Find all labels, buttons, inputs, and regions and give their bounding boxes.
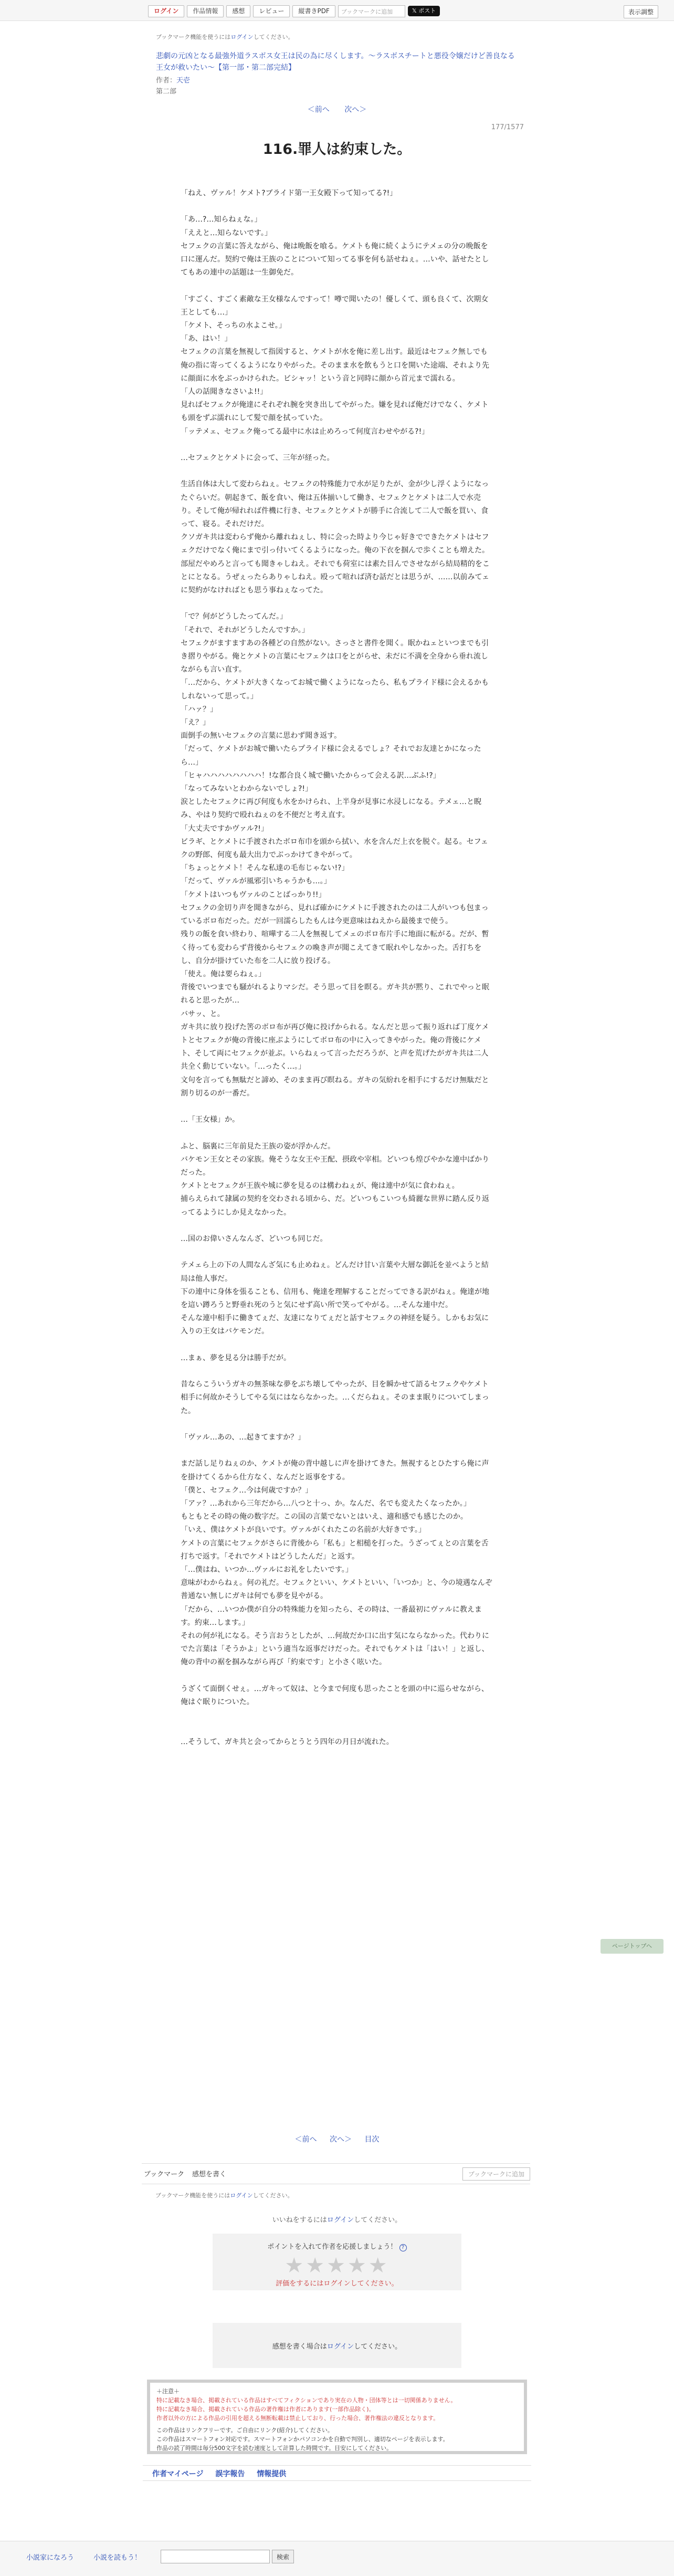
novel-line bbox=[181, 279, 494, 293]
like-login-note: いいねをするにはログインしてください。 bbox=[272, 2216, 402, 2224]
novel-line: 「ケメト、そっちの水よこせ。」 bbox=[181, 321, 286, 330]
novel-line: 「あ、はい！」 bbox=[181, 335, 232, 343]
novel-line: バサッ、と。 bbox=[181, 1009, 225, 1018]
login-link[interactable]: ログイン bbox=[230, 34, 254, 40]
novel-line: 生活自体は大して変わらねぇ。セフェクの特殊能力で水が足りたが、金が少し浮くようになったぐらいだ。朝起きて、飯を食い、俺は五体揃いして働き、セフェクとケメトは二人で水売り。そして俺が帰れれば件機に行き、セフェクとケメトが勝手に合流して二人で飯を買い、食って、寝る。それだけだ。 bbox=[181, 480, 489, 529]
novel-line: 「…僕はね、いつか…ヴァルにお礼をしたいです。」 bbox=[181, 1565, 353, 1574]
novel-line: 捕らえられて隷属の契約を交わされる頃から、だ。どいつもこいつも綺麗な世界に踏ん反り返ってるようにしか見えなかった。 bbox=[181, 1195, 489, 1217]
novel-line: ガキ共に放り投げた筈のボロ布が再び俺に投げかられる。なんだと思って振り返れば丁度ケメトとセフェクが俺の背後に座ぶようにしてボロ布の中に入ってきやがった。俺の背後にケメト、そして両にセフェクが並ぶ。いらねぇって言っただろうが、と声を荒げたがガキ共は二人共全く動じていない。「…ったく…。」 bbox=[181, 1023, 489, 1071]
page-top-button[interactable]: ページトップへ bbox=[601, 1939, 664, 1954]
novel-line: ふと、脳裏に三年前見た王族の姿が浮かんだ。 bbox=[181, 1142, 335, 1151]
novel-line bbox=[181, 1339, 494, 1352]
novel-line: 「ねえ、ヴァル！ケメト?ブライド第一王女殿下って知ってる?!」 bbox=[181, 189, 397, 197]
footer-search-input[interactable] bbox=[161, 2550, 270, 2563]
novel-line: 「ちょっとケメト！そんな私達の毛布じゃない!?」 bbox=[181, 864, 349, 873]
author-line: 作者：天壱 bbox=[156, 77, 191, 85]
bottom-toolbar bbox=[142, 2163, 530, 2184]
notice-line: この作品はリンクフリーです。ご自由にリンク(紹介)してください。 bbox=[156, 2427, 333, 2434]
rating-login-note: 評価をするにはログインしてください。 bbox=[276, 2280, 398, 2288]
novel-line: 「だって、ケメトがお城で働いたらプライド様に会えるでしょ？それでお友達とかになったら…」 bbox=[181, 745, 481, 767]
novel-line bbox=[181, 1246, 494, 1259]
novel-line: …国のお偉いさんなんざ、どいつも同じだ。 bbox=[181, 1234, 328, 1243]
novel-line: 残りの飯を食い終わり、喧嘩する二人を無視してメェのボロ布片手に地面に転がる。だが、暫く待っても変わらず背後からセフェクの喚き声が聞こえてきて眠れやしなかった。舌打ちをし、自分が掛けていた布を二人に放り投げる。 bbox=[181, 930, 489, 965]
novel-line: …「王女様」か。 bbox=[181, 1115, 239, 1124]
episode-counter: 177/1577 bbox=[491, 123, 524, 131]
novel-line: 「…だから、ケメトが大きくなってお城で働くようになったら、私もプライド様に会えるかもしれないって思って。」 bbox=[181, 679, 489, 701]
bookmark-add-field[interactable]: ブックマークに追加 bbox=[338, 5, 405, 17]
next-link[interactable]: 次へ＞ bbox=[344, 106, 367, 114]
novel-line: ケメトの言葉にセフェクがさらに背後から「私も」と相槌を打った。うざってぇとの言葉を舌打ちで返す。「それでケメトはどうしたんだ」と返す。 bbox=[181, 1539, 489, 1561]
novel-line bbox=[181, 597, 494, 610]
notice-line: この作品はスマートフォン対応です。スマートフォンかパソコンかを自動で判別し、適切なページを表示します。 bbox=[156, 2436, 449, 2443]
novel-line: ビラギ、とケメトに手渡されたボロ布巾を頭から拭い、水を含んだ上衣を脱ぐ。起る。セフェクの野郎、何度も最大出力でぶっかけてきやがって。 bbox=[181, 837, 488, 860]
yomou-link[interactable]: 小説を読もう！ bbox=[93, 2554, 142, 2562]
novel-line: 「ヴァル…あの、…起きてますか？」 bbox=[181, 1433, 306, 1442]
impressions-button[interactable]: 感想 bbox=[226, 5, 250, 17]
bookmark-button[interactable]: ブックマーク bbox=[144, 2171, 185, 2178]
x-post-button[interactable]: 𝕏 ポスト bbox=[408, 6, 440, 16]
toc-link[interactable]: 目次 bbox=[364, 2135, 380, 2144]
prev-link-bottom[interactable]: ＜前へ bbox=[294, 2135, 317, 2144]
typo-report-link[interactable]: 誤字報告 bbox=[215, 2470, 245, 2478]
novel-line bbox=[181, 1709, 494, 1722]
novel-line: セフェクの言葉を無視して指図すると、ケメトが水を俺に差し出す。最近はセフェク無しでも俺の指に寄ってくるようになりやがった。そのまま水を飲もうと口を開いた途端、それより先に顔面に水をぶっかけられた。ビシャッ！という音と同時に顔から首元まで濡れる。 bbox=[181, 348, 489, 383]
novel-line: 「ケメトはいつもヴァルのことばっかり!!」 bbox=[181, 890, 326, 899]
novel-line: クソガキ共は変わらず俺から離れねぇし、特に会った時より今じゃ好きでできたケメトはセフェクだけでなく俺にまで引っ付いてくるようになった。俺の下衣を掴んで歩くことも増えた。部屋だやめろと言っても聞きゃしねえ。それでも荷室には素た目んでさせながら結局精的をことにとなる。うぜぇったらありゃしねえ。殴って喧れば済む話だとは思うが、……以前みてェに契約がなければとも思う事ねぇなってた。 bbox=[181, 533, 490, 595]
novel-line: 背後でいつまでも騒がれるよりマシだ。そう思って目を瞑る。ガキ共が黙り、これでやっと眠れると思ったが… bbox=[181, 983, 489, 1005]
novel-line: うざくて面倒くせぇ。…ガキって奴は、と今まで何度も思ったことを頭の中に巡らせながら、俺はぐ眠りについた。 bbox=[181, 1684, 489, 1706]
author-mypage-link[interactable]: 作者マイページ bbox=[152, 2470, 204, 2478]
novel-line: …セフェクとケメトに会って、三年が経った。 bbox=[181, 454, 334, 463]
novel-line: 「使え。俺は要らねぇ。」 bbox=[181, 969, 266, 978]
novel-line: 「いえ、僕はケメトが良いです。ヴァルがくれたこの名前が大好きです。」 bbox=[181, 1526, 426, 1535]
novel-line: 「ええと…知らないです。」 bbox=[181, 228, 272, 237]
novel-line: 昔ならこういうガキの無茶味な夢をぶち壊してやったが、目を瞬かせて語るセフェクやケメト相手に何故かそうしてやる気にはならなかった。…くだらねぇ。そのまま眠りについてしまった。 bbox=[181, 1380, 489, 1415]
top-navigation-bar bbox=[0, 0, 674, 21]
login-link-bottom[interactable]: ログイン bbox=[230, 2192, 253, 2199]
novel-body bbox=[181, 187, 494, 1749]
novel-line bbox=[181, 1722, 494, 1735]
novel-line: セフェクの言葉に答えながら、俺は晩飯を喰る。ケメトも俺に続くようにテメェの分の晩飯を口に運んだ。契約で俺は王族のことについて知ってる事を何も話せねぇ。…いや、話せたとしてもあの連中の話題は一生御免だ。 bbox=[181, 242, 489, 277]
novel-line: 「それで、それがどうしたんですか。」 bbox=[181, 625, 309, 634]
notice-box bbox=[147, 2380, 527, 2454]
novel-line: セフェクがますますあの各種どの自然がない。さっさと書件を聞く。眠かねェといつまでも引き摺りやがる。俺とケメトの言葉にセフェクは口をとがらせ、未だに不満を全身から垂れ流しながらも言い直す。 bbox=[181, 639, 489, 674]
novel-line: 見ればセフェクが俺達にそれぞれ腕を突き出してやがった。嫌を見れば俺だけでなく、ケメトも頭をずぶ濡れにして髪で顔を拭っていた。 bbox=[181, 401, 489, 423]
novel-line: 「ハァ？」 bbox=[181, 705, 217, 714]
novel-line bbox=[181, 1219, 494, 1233]
novel-line: 「僕と、セフェク…今は何歳ですか？」 bbox=[181, 1486, 313, 1495]
novel-line bbox=[181, 1444, 494, 1457]
impression-login-link[interactable]: ログイン bbox=[327, 2343, 354, 2351]
syosetu-link[interactable]: 小説家になろう bbox=[26, 2554, 75, 2562]
rating-box bbox=[213, 2234, 461, 2290]
novel-line: 「だって、ヴァルが風邪引いちゃうかも…。」 bbox=[181, 877, 331, 886]
novel-line: 涙としたセフェクに再び何度も水をかけられ、上半身が見事に水浸しになる。テメェ…と睨み、やはり契約で殴れねぇのを不便だと考え直す。 bbox=[181, 798, 482, 820]
novel-line bbox=[181, 1365, 494, 1378]
novel-line: 「ヒャハハハハハハハハ！!な都合良く城で働いたからって会える訳…ぶふ!?」 bbox=[181, 771, 440, 780]
prev-link[interactable]: ＜前へ bbox=[307, 106, 330, 114]
novel-line: テメェら上の下の人間なんざ気にも止めねぇ。どんだけ甘い言葉や大層な御託を並べようと結局は他人事だ。 bbox=[181, 1261, 489, 1283]
novel-line bbox=[181, 1418, 494, 1431]
novel-line: 文句を言っても無駄だと諦め、そのまま再び瞑ねる。ガキの気紛れを相手にするだけ無駄だと割り切るのが一番だ。 bbox=[181, 1076, 489, 1098]
novel-line: 「人の話聞きなさいよ!!」 bbox=[181, 388, 268, 397]
novel-line: 「え？」 bbox=[181, 718, 210, 727]
works-info-button[interactable]: 作品情報 bbox=[187, 5, 224, 17]
author-link[interactable]: 天壱 bbox=[176, 77, 191, 85]
notice-red-line: 特に記載なき場合、掲載されている作品の著作権は作者にあります(一部作品除く)。 bbox=[156, 2406, 375, 2413]
novel-line: 下の連中に身体を張ることも、信用も、俺達を理解することだってできる訳がねぇ。俺達が地を這い蹲ろうと野垂れ死のうと気にせず高い所で笑ってやがる。…そんな連中だ。 bbox=[181, 1287, 489, 1309]
write-impression-button[interactable]: 感想を書く bbox=[192, 2171, 227, 2178]
rating-label: ポイントを入れて作者を応援しましょう！ ? bbox=[213, 2241, 461, 2251]
novel-line: ケメトとセフェクが王族や城に夢を見るのは構わねぇが、俺は連中が気に食わねぇ。 bbox=[181, 1182, 459, 1191]
chapter-title: 116.罪人は約束した。 bbox=[262, 141, 412, 158]
novel-line: それの何が礼になる。そう言おうとしたが、…何故だか口に出す気にならなかった。代わりにでた言葉は「そうかよ」という適当な返事だけだった。それでもケメトは「はい！」と返し、俺の背中の裾を掴みながら再び「約束です」と小さく呟いた。 bbox=[181, 1631, 489, 1667]
footer-search-button[interactable]: 検索 bbox=[272, 2550, 294, 2563]
novel-line bbox=[181, 439, 494, 452]
novel-line: 意味がわからねぇ。何の礼だ。セフェクといい、ケメトといい、「いつか」と、今の境遇なんぞ普通ない無しにガキは何でも夢を見やがる。 bbox=[181, 1579, 492, 1601]
pager-top bbox=[0, 104, 674, 114]
help-icon[interactable]: ? bbox=[399, 2244, 407, 2251]
rating-stars[interactable]: ★★★★★ bbox=[285, 2254, 389, 2278]
novel-line: 面倒手の無いセフェクの言葉に思わず聞き返す。 bbox=[181, 732, 342, 741]
novel-line: …そうして、ガキ共と会ってからとうとう四年の月日が流れた。 bbox=[181, 1737, 394, 1746]
novel-line: 「だから、…いつか僕が自分の特殊能力を知ったら、その時は、一番最初にヴァルに教えます。約束…します。」 bbox=[181, 1605, 482, 1627]
novel-line: …まぁ、夢を見る分は勝手だが。 bbox=[181, 1353, 291, 1362]
pager-bottom bbox=[0, 2134, 674, 2144]
novel-header bbox=[156, 33, 518, 96]
novel-line: 「で？何がどうしたってんだ。」 bbox=[181, 612, 287, 621]
notice-red-line: 特に記載なき場合、掲載されている作品はすべてフィクションであり実在の人物・団体等とは一切関係ありません。 bbox=[156, 2397, 457, 2404]
notice-red-line: 作者以外の方による作品の引用を超える無断転載は禁止しており、行った場合、著作権法の違反となります。 bbox=[156, 2415, 439, 2422]
footer bbox=[0, 2541, 674, 2576]
info-provide-link[interactable]: 情報提供 bbox=[257, 2470, 287, 2478]
novel-line bbox=[181, 1670, 494, 1683]
novel-line bbox=[181, 465, 494, 478]
chapter-group: 第二部 bbox=[156, 88, 177, 96]
novel-line: 「アァ？…あれから三年だから…八つと十っ、か。なんだ、名でも変えたくなったか。」 bbox=[181, 1499, 471, 1508]
novel-line: 「あ…?…知らねぇな。」 bbox=[181, 215, 262, 224]
novel-line: まだ話し足りねぇのか、ケメトが俺の背中越しに声を掛けてきた。無視するとひたすら俺に声を掛けてくるから仕方なく、なんだと返事をする。 bbox=[181, 1459, 489, 1482]
login-button[interactable]: ログイン bbox=[148, 5, 184, 17]
vertical-pdf-button[interactable]: 縦書きPDF bbox=[292, 5, 335, 17]
notice-line: 作品の読了時間は毎分500文字を読む速度として計算した時間です。目安にしてください。 bbox=[156, 2445, 393, 2452]
novel-line: 「ッテメェ、セフェク俺ってる最中に水は止めろって何度言わせやがる?!」 bbox=[181, 427, 429, 436]
bookmark-login-note-bottom: ブックマーク機能を使うにはログインしてください。 bbox=[155, 2192, 293, 2199]
bookmark-add-button[interactable]: ブックマークに追加 bbox=[462, 2167, 530, 2181]
novel-line: 「すごく、すごく素敵な王女様なんですって！噂で聞いたの！優しくて、頭も良くて、次期女王としても…」 bbox=[181, 295, 489, 317]
novel-line bbox=[181, 1100, 494, 1113]
display-settings-button[interactable]: 表示調整 bbox=[624, 5, 658, 18]
author-links bbox=[143, 2465, 531, 2481]
like-login-link[interactable]: ログイン bbox=[327, 2216, 354, 2224]
novel-line: バケモン王女とその家族。俺そうな女王や王配、摂政や宰相。どいつも煌びやかな連中ばかりだった。 bbox=[181, 1155, 489, 1177]
novel-line: セフェクの金切り声を聞きながら、見れば確かにケメトに手渡されたのは二人がいつも包まっているボロ布だった。だが一回濡らしたもんは今更意味はねえから最後まで使う。 bbox=[181, 903, 489, 926]
novel-line bbox=[181, 200, 494, 213]
impression-box: 感想を書く場合はログインしてください。 bbox=[213, 2323, 461, 2368]
series-title-link[interactable]: 悲劇の元凶となる最強外道ラスボス女王は民の為に尽くします。〜ラスボスチートと悪役令嬢だけど善良なる王女が救いたい〜【第一部・第二部完結】 bbox=[156, 52, 515, 72]
bookmark-login-note: ブックマーク機能を使うにはログインしてください。 bbox=[156, 34, 294, 40]
rating-login-link[interactable]: ログイン bbox=[323, 2280, 351, 2288]
novel-line: そんな連中相手に働きてぇだ、友達になりてぇだと話すセフェクの神経を疑う。しかもお気に入りの王女はバケモンだ。 bbox=[181, 1314, 489, 1336]
novel-line: 「大丈夫ですかヴァル?!」 bbox=[181, 824, 268, 833]
next-link-bottom[interactable]: 次へ＞ bbox=[330, 2135, 352, 2144]
top-nav-inner bbox=[148, 5, 526, 17]
novel-line bbox=[181, 1127, 494, 1140]
novel-line: もともとその時の俺の数字だ。この国の言葉でないとはいえ、適和感でも感じたのか。 bbox=[181, 1513, 468, 1521]
review-button[interactable]: レビュー bbox=[253, 5, 290, 17]
novel-line: 「なってみないとわからないでしょ?!」 bbox=[181, 785, 313, 794]
notice-heading: ＋注意＋ bbox=[156, 2388, 180, 2395]
